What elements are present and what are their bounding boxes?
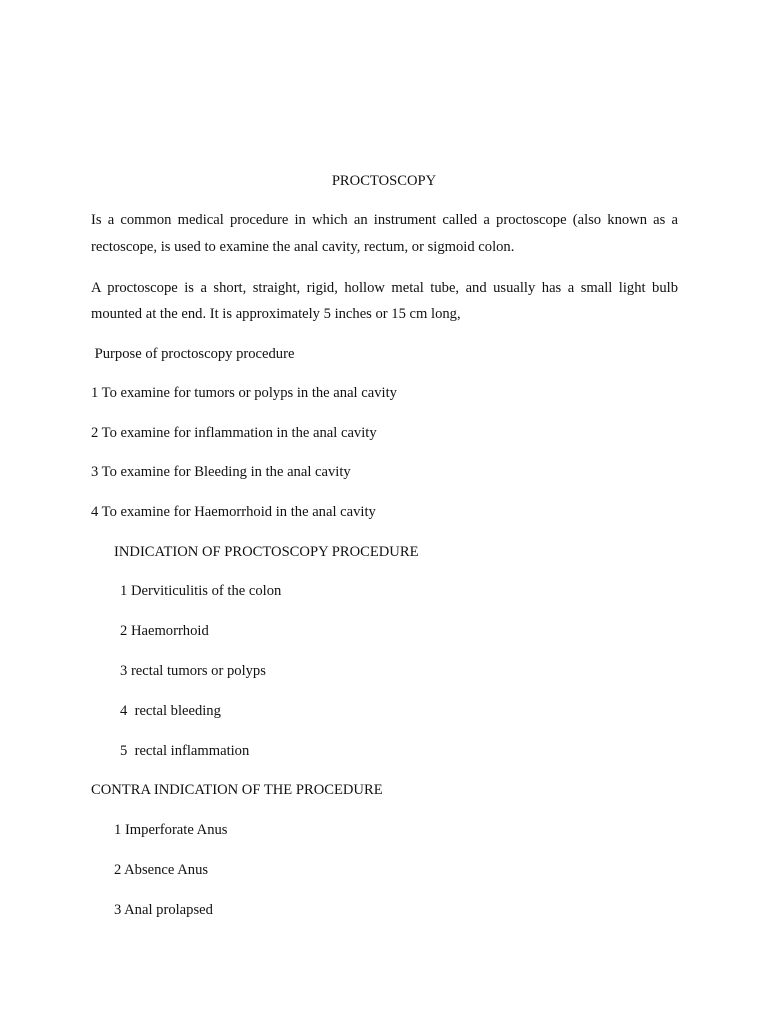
purpose-item: 1 To examine for tumors or polyps in the anal cavity xyxy=(91,385,397,401)
indication-item: 5 rectal inflammation xyxy=(120,743,250,759)
indication-item: 2 Haemorrhoid xyxy=(120,623,209,639)
purpose-item: 3 To examine for Bleeding in the anal cavity xyxy=(91,464,351,480)
page-title: PROCTOSCOPY xyxy=(331,173,437,189)
indication-heading: INDICATION OF PROCTOSCOPY PROCEDURE xyxy=(114,544,419,560)
description-line-1: A proctoscope is a short, straight, rigid, hollow metal tube, and usually has a small light bulb xyxy=(91,280,678,296)
indication-item: 4 rectal bleeding xyxy=(120,703,221,719)
contra-indication-item: 1 Imperforate Anus xyxy=(114,822,228,838)
purpose-item: 2 To examine for inflammation in the anal cavity xyxy=(91,425,377,441)
description-line-2: mounted at the end. It is approximately 5 inches or 15 cm long, xyxy=(91,306,461,322)
indication-item: 1 Derviticulitis of the colon xyxy=(120,583,282,599)
purpose-item: 4 To examine for Haemorrhoid in the anal cavity xyxy=(91,504,376,520)
indication-item: 3 rectal tumors or polyps xyxy=(120,663,266,679)
contra-indication-item: 3 Anal prolapsed xyxy=(114,902,213,918)
contra-indication-item: 2 Absence Anus xyxy=(114,862,209,878)
purpose-heading: Purpose of proctoscopy procedure xyxy=(91,346,295,362)
contra-indication-heading: CONTRA INDICATION OF THE PROCEDURE xyxy=(91,782,383,798)
intro-line-2: rectoscope, is used to examine the anal cavity, rectum, or sigmoid colon. xyxy=(91,239,515,255)
intro-line-1: Is a common medical procedure in which an instrument called a proctoscope (also known as a xyxy=(91,212,678,228)
